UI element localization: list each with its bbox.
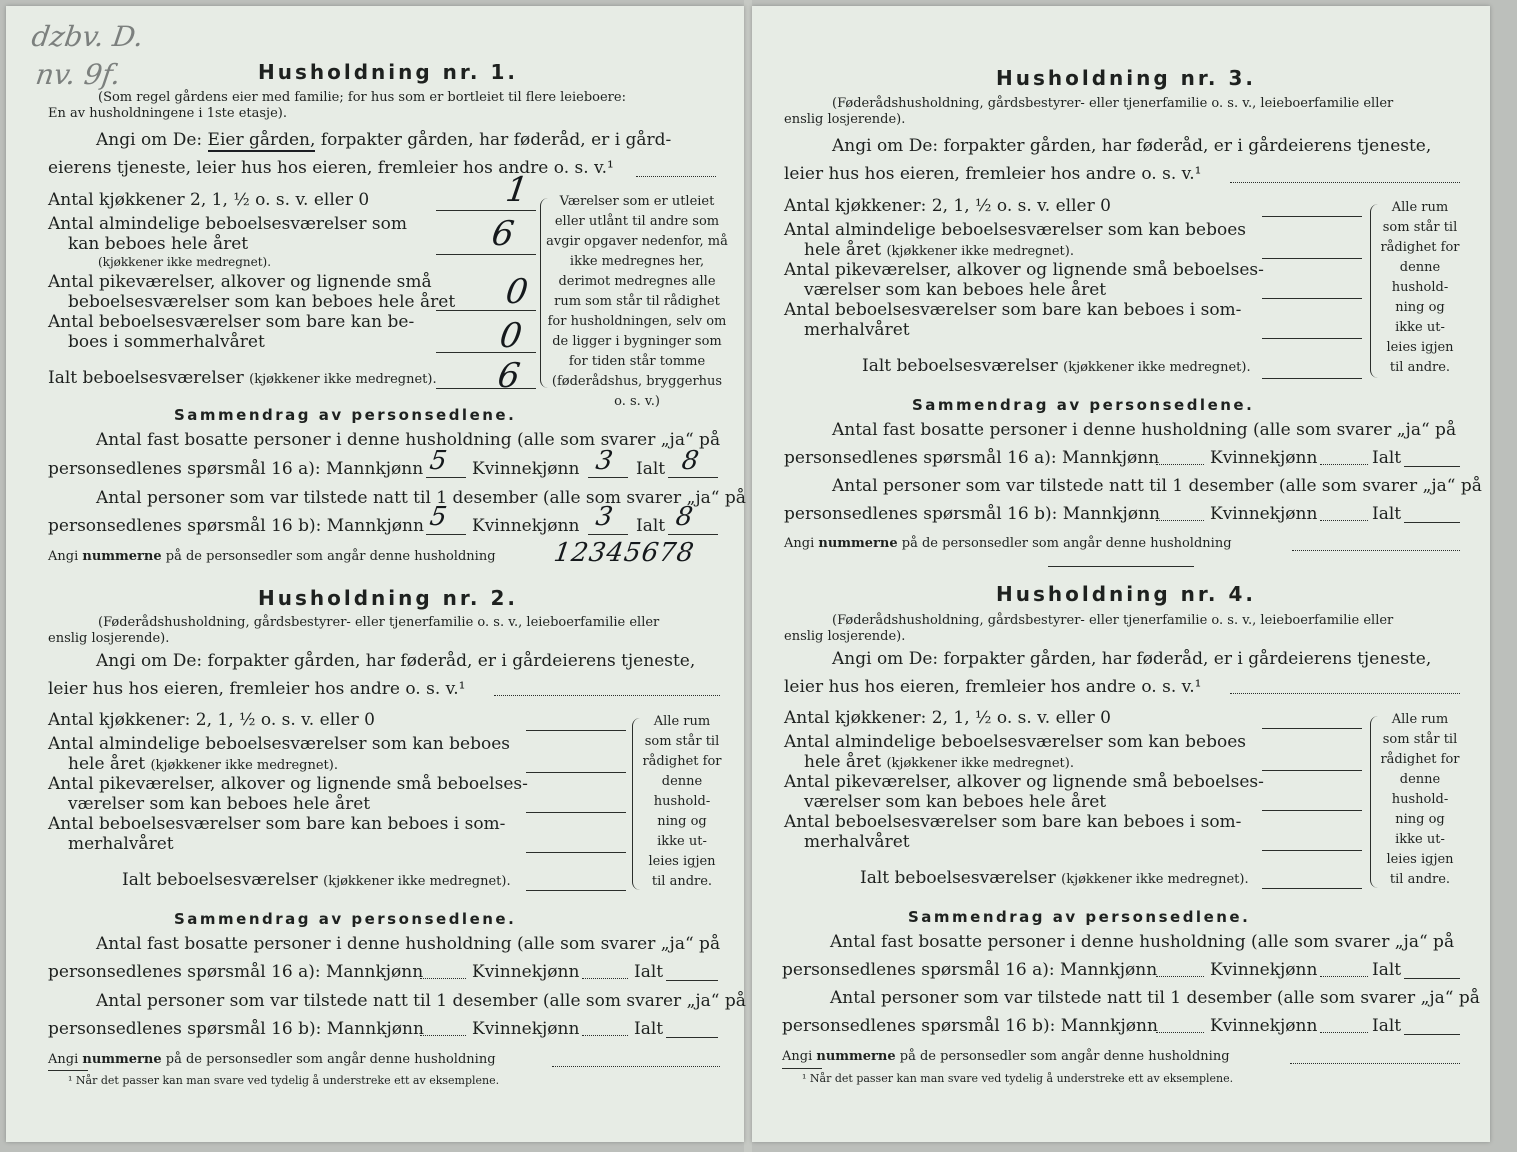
h2-q-rooms-1: Antal almindelige beboelsesværelser som kan beboes	[48, 734, 510, 754]
h3-q-summer-1: Antal beboelsesværelser som bare kan beboes i som-	[784, 300, 1242, 320]
h3-q-rooms-2-note: (kjøkkener ikke medregnet).	[886, 244, 1074, 259]
h4-q-maid-1: Antal pikeværelser, alkover og lignende små beboelses-	[784, 772, 1264, 792]
h1-intro-1: (Som regel gårdens eier med familie; for hus som er bortleiet til flere leieboere:	[98, 90, 626, 105]
h2-q-rooms-2: hele året	[68, 754, 146, 774]
h1-kitchens-line	[436, 210, 536, 211]
h3-nummer-bold: nummerne	[818, 536, 898, 551]
h1-q-rooms-1: Antal almindelige beboelsesværelser som	[48, 214, 407, 234]
h2-brace	[632, 718, 641, 890]
h2-q-summer-1: Antal beboelsesværelser som bare kan beboes i som-	[48, 814, 506, 834]
h3-kvinne-2: Kvinnekjønn	[1210, 504, 1318, 524]
h3-summer-line	[1262, 338, 1362, 339]
h3-kvinne-1: Kvinnekjønn	[1210, 448, 1318, 468]
h2-ialt-2: Ialt	[634, 1019, 664, 1039]
h2-kvinne-1: Kvinnekjønn	[472, 962, 580, 982]
h4-rooms-row	[804, 752, 1074, 772]
h4-total-row	[860, 868, 1249, 888]
h2-intro-2: enslig losjerende).	[48, 631, 170, 646]
h1-summer-line	[436, 352, 536, 353]
h2-sum-title: Sammendrag av personsedlene.	[174, 910, 517, 928]
h1-intro-2: En av husholdningene i 1ste etasje).	[48, 106, 287, 121]
h1-nummer	[48, 549, 496, 564]
margin-note-2: nv. 9f.	[33, 58, 123, 91]
h2-ialt-1: Ialt	[634, 962, 664, 982]
h1-a-i2: 8	[673, 502, 695, 532]
h1-a-nummer: 12345678	[551, 538, 697, 568]
h1-angi-post: forpakter gården, har føderåd, er i gård-	[315, 130, 672, 150]
h2-kvinne-2: Kvinnekjønn	[472, 1019, 580, 1039]
h2-q-rooms-2-note: (kjøkkener ikke medregnet).	[150, 758, 338, 773]
h3-rooms-line	[1262, 258, 1362, 259]
h1-angi-1	[96, 130, 671, 150]
h4-s1a: Antal fast bosatte personer i denne husholdning (alle som svarer „ja“ på	[830, 932, 1455, 952]
h4-kvinne-1: Kvinnekjønn	[1210, 960, 1318, 980]
h1-s1b: personsedlenes spørsmål 16 a): Mannkjønn	[48, 459, 424, 479]
h3-q-total: Ialt beboelsesværelser	[862, 356, 1058, 376]
h1-m1-line	[426, 477, 466, 478]
h1-rooms-line	[436, 254, 536, 255]
h3-s1b: personsedlenes spørsmål 16 a): Mannkjønn	[784, 448, 1160, 468]
h2-total-row	[122, 870, 511, 890]
h1-i1-line	[668, 477, 718, 478]
h2-note: Alle rum som står til rådighet for denne hushold-ning og ikke ut-leies igjen til andre.	[642, 714, 722, 889]
margin-note-1: dzbv. D.	[29, 20, 146, 53]
right-footnote: ¹ Når det passer kan man svare ved tydelig å understreke ett av eksemplene.	[802, 1072, 1234, 1085]
h3-brace	[1370, 204, 1379, 378]
h1-kvinne-2: Kvinnekjønn	[472, 516, 580, 536]
h3-intro-2: enslig losjerende).	[784, 112, 906, 127]
h2-maid-line	[526, 812, 626, 813]
h4-footnote-rule	[782, 1068, 822, 1069]
h4-k2-line	[1320, 1032, 1368, 1033]
h1-a-m1: 5	[427, 446, 449, 476]
h3-q-rooms-2: hele året	[804, 240, 882, 260]
h4-intro-1: (Føderådshusholdning, gårdsbestyrer- eller tjenerfamilie o. s. v., leieboerfamilie eller	[832, 613, 1394, 628]
h3-q-summer-2: merhalvåret	[804, 320, 910, 340]
h2-s1b: personsedlenes spørsmål 16 a): Mannkjønn	[48, 962, 424, 982]
h4-m1-line	[1156, 976, 1204, 977]
h4-total-line	[1262, 888, 1362, 889]
h4-ialt-1: Ialt	[1372, 960, 1402, 980]
h4-q-rooms-1: Antal almindelige beboelsesværelser som kan beboes	[784, 732, 1246, 752]
h3-nummer-post: på de personsedler som angår denne husholdning	[897, 536, 1232, 551]
h2-footnote-rule	[48, 1070, 88, 1071]
h2-rooms-line	[526, 772, 626, 773]
h3-angi-line	[1230, 182, 1460, 183]
h2-s1a: Antal fast bosatte personer i denne husholdning (alle som svarer „ja“ på	[96, 934, 721, 954]
h1-angi-owned: Eier gården,	[207, 130, 316, 150]
h3-total-row	[862, 356, 1251, 376]
h2-q-summer-2: merhalvåret	[68, 834, 174, 854]
h3-k1-line	[1320, 464, 1368, 465]
h3-nummer-pre: Angi	[784, 536, 819, 551]
h1-sum-title: Sammendrag av personsedlene.	[174, 406, 517, 424]
h4-q-summer-1: Antal beboelsesværelser som bare kan beboes i som-	[784, 812, 1242, 832]
h1-a-kitchens: 1	[503, 170, 531, 210]
h4-intro-2: enslig losjerende).	[784, 629, 906, 644]
h3-maid-line	[1262, 298, 1362, 299]
h2-k2-line	[582, 1035, 628, 1036]
h2-i2-line	[666, 1037, 718, 1038]
h3-q-maid-1: Antal pikeværelser, alkover og lignende små beboelses-	[784, 260, 1264, 280]
left-footnote: ¹ Når det passer kan man svare ved tydelig å understreke ett av eksemplene.	[68, 1074, 500, 1087]
h1-nummer-post: på de personsedler som angår denne husholdning	[161, 549, 496, 564]
h4-q-total: Ialt beboelsesværelser	[860, 868, 1056, 888]
h2-angi-2: leier hus hos eieren, fremleier hos andre o. s. v.¹	[48, 679, 466, 699]
h4-nummer-pre: Angi	[782, 1049, 817, 1064]
h1-note: Værelser som er utleiet eller utlånt til andre som avgir opgaver nedenfor, må ikke medregnes her, derimot medregnes alle rum som står til rådighet for husholdningen, selv om de ligger i bygninger som for tiden står tomme (føderådshus, bryggerhus o. s. v.)	[546, 194, 728, 409]
h3-m1-line	[1156, 464, 1204, 465]
h2-nummer-line	[552, 1066, 720, 1067]
h2-nummer-pre: Angi	[48, 1052, 83, 1067]
h3-rooms-row	[804, 240, 1074, 260]
h3-nummer	[784, 536, 1232, 551]
h1-s2a: Antal personer som var tilstede natt til 1 desember (alle som svarer „ja“ på	[96, 488, 746, 508]
h4-q-rooms-2: hele året	[804, 752, 882, 772]
h3-angi-1: Angi om De: forpakter gården, har føderåd, er i gårdeierens tjeneste,	[832, 136, 1432, 156]
h3-sum-title: Sammendrag av personsedlene.	[912, 396, 1255, 414]
h1-total-row	[48, 368, 437, 388]
h4-q-total-note: (kjøkkener ikke medregnet).	[1061, 872, 1249, 887]
h3-q-total-note: (kjøkkener ikke medregnet).	[1063, 360, 1251, 375]
h3-i2-line	[1404, 522, 1460, 523]
h1-a-m2: 5	[427, 502, 449, 532]
h4-s1b: personsedlenes spørsmål 16 a): Mannkjønn	[782, 960, 1158, 980]
h3-q-kitchens: Antal kjøkkener: 2, 1, ½ o. s. v. eller 0	[784, 196, 1111, 216]
h1-q-summer-2: boes i sommerhalvåret	[68, 332, 265, 352]
h3-s2b: personsedlenes spørsmål 16 b): Mannkjønn	[784, 504, 1160, 524]
h3-nummer-line	[1292, 550, 1460, 551]
h1-a-rooms: 6	[489, 214, 517, 254]
h4-q-summer-2: merhalvåret	[804, 832, 910, 852]
h4-m2-line	[1156, 1032, 1204, 1033]
h2-s2b: personsedlenes spørsmål 16 b): Mannkjønn	[48, 1019, 424, 1039]
h1-s2b: personsedlenes spørsmål 16 b): Mannkjønn	[48, 516, 424, 536]
h1-angi-pre: Angi om De:	[96, 130, 208, 150]
right-page	[752, 6, 1490, 1142]
h1-total-line	[436, 388, 536, 389]
h3-k2-line	[1320, 520, 1368, 521]
h2-nummer-bold: nummerne	[82, 1052, 162, 1067]
h1-angi-line	[636, 176, 716, 177]
h1-m2-line	[426, 534, 466, 535]
h2-q-total: Ialt beboelsesværelser	[122, 870, 318, 890]
h4-title: Husholdning nr. 4.	[996, 582, 1256, 606]
h1-a-k2: 3	[593, 502, 615, 532]
h4-s2b: personsedlenes spørsmål 16 b): Mannkjønn	[782, 1016, 1158, 1036]
h3-m2-line	[1156, 520, 1204, 521]
h2-nummer-post: på de personsedler som angår denne husholdning	[161, 1052, 496, 1067]
h1-a-maid: 0	[503, 272, 531, 312]
h2-angi-1: Angi om De: forpakter gården, har føderåd, er i gårdeierens tjeneste,	[96, 651, 696, 671]
h4-nummer	[782, 1049, 1230, 1064]
h4-kvinne-2: Kvinnekjønn	[1210, 1016, 1318, 1036]
h4-sum-title: Sammendrag av personsedlene.	[908, 908, 1251, 926]
h1-nummer-pre: Angi	[48, 549, 83, 564]
h1-i2-line	[668, 534, 718, 535]
page-seam	[744, 0, 752, 1152]
h3-note: Alle rum som står til rådighet for denne hushold-ning og ikke ut-leies igjen til andre.	[1380, 200, 1460, 375]
h1-title: Husholdning nr. 1.	[258, 60, 518, 84]
h2-q-maid-1: Antal pikeværelser, alkover og lignende små beboelses-	[48, 774, 528, 794]
h4-q-maid-2: værelser som kan beboes hele året	[804, 792, 1107, 812]
h3-kitchens-line	[1262, 216, 1362, 217]
h1-q-total-note: (kjøkkener ikke medregnet).	[249, 372, 437, 387]
left-page	[6, 6, 744, 1142]
h2-summer-line	[526, 852, 626, 853]
h1-k1-line	[588, 477, 628, 478]
h1-a-k1: 3	[593, 446, 615, 476]
h1-kvinne-1: Kvinnekjønn	[472, 459, 580, 479]
h4-i2-line	[1404, 1034, 1460, 1035]
h3-ialt-1: Ialt	[1372, 448, 1402, 468]
h1-nummer-bold: nummerne	[82, 549, 162, 564]
h3-intro-1: (Føderådshusholdning, gårdsbestyrer- eller tjenerfamilie o. s. v., leieboerfamilie eller	[832, 96, 1394, 111]
h2-i1-line	[666, 980, 718, 981]
h2-m1-line	[420, 978, 466, 979]
h3-i1-line	[1404, 466, 1460, 467]
h2-intro-1: (Føderådshusholdning, gårdsbestyrer- eller tjenerfamilie o. s. v., leieboerfamilie eller	[98, 615, 660, 630]
h4-i1-line	[1404, 978, 1460, 979]
h3-separator	[1048, 566, 1194, 567]
h3-total-line	[1262, 378, 1362, 379]
h1-s1a: Antal fast bosatte personer i denne husholdning (alle som svarer „ja“ på	[96, 430, 721, 450]
h2-rooms-row	[68, 754, 338, 774]
h4-rooms-line	[1262, 770, 1362, 771]
h2-q-maid-2: værelser som kan beboes hele året	[68, 794, 371, 814]
h4-q-kitchens: Antal kjøkkener: 2, 1, ½ o. s. v. eller 0	[784, 708, 1111, 728]
h2-kitchens-line	[526, 730, 626, 731]
h3-title: Husholdning nr. 3.	[996, 66, 1256, 90]
h1-ialt-2: Ialt	[636, 516, 666, 536]
h4-nummer-bold: nummerne	[816, 1049, 896, 1064]
h1-q-kitchens: Antal kjøkkener 2, 1, ½ o. s. v. eller 0	[48, 190, 370, 210]
h4-ialt-2: Ialt	[1372, 1016, 1402, 1036]
h3-s1a: Antal fast bosatte personer i denne husholdning (alle som svarer „ja“ på	[832, 420, 1457, 440]
h4-nummer-line	[1290, 1063, 1460, 1064]
h4-summer-line	[1262, 850, 1362, 851]
h3-q-maid-2: værelser som kan beboes hele året	[804, 280, 1107, 300]
h4-q-rooms-2-note: (kjøkkener ikke medregnet).	[886, 756, 1074, 771]
h2-angi-line	[494, 695, 720, 696]
h4-note: Alle rum som står til rådighet for denne hushold-ning og ikke ut-leies igjen til andre.	[1380, 712, 1460, 887]
h1-q-maid-1: Antal pikeværelser, alkover og lignende små	[48, 272, 432, 292]
h1-ialt-1: Ialt	[636, 459, 666, 479]
h2-k1-line	[582, 978, 628, 979]
h3-s2a: Antal personer som var tilstede natt til 1 desember (alle som svarer „ja“ på	[832, 476, 1482, 496]
h2-s2a: Antal personer som var tilstede natt til 1 desember (alle som svarer „ja“ på	[96, 991, 746, 1011]
h2-q-kitchens: Antal kjøkkener: 2, 1, ½ o. s. v. eller 0	[48, 710, 375, 730]
h2-title: Husholdning nr. 2.	[258, 586, 518, 610]
h1-a-total: 6	[495, 356, 523, 396]
h4-k1-line	[1320, 976, 1368, 977]
h4-nummer-post: på de personsedler som angår denne husholdning	[895, 1049, 1230, 1064]
h3-q-rooms-1: Antal almindelige beboelsesværelser som kan beboes	[784, 220, 1246, 240]
h1-q-total: Ialt beboelsesværelser	[48, 368, 244, 388]
h4-angi-2: leier hus hos eieren, fremleier hos andre o. s. v.¹	[784, 677, 1202, 697]
h2-total-line	[526, 890, 626, 891]
h4-maid-line	[1262, 810, 1362, 811]
h4-s2a: Antal personer som var tilstede natt til 1 desember (alle som svarer „ja“ på	[830, 988, 1480, 1008]
h1-q-rooms-3: (kjøkkener ikke medregnet).	[98, 255, 272, 269]
h3-ialt-2: Ialt	[1372, 504, 1402, 524]
h2-q-total-note: (kjøkkener ikke medregnet).	[323, 874, 511, 889]
h4-angi-1: Angi om De: forpakter gården, har føderåd, er i gårdeierens tjeneste,	[832, 649, 1432, 669]
h1-q-rooms-2: kan beboes hele året	[68, 234, 249, 254]
h2-m2-line	[420, 1035, 466, 1036]
h3-angi-2: leier hus hos eieren, fremleier hos andre o. s. v.¹	[784, 164, 1202, 184]
h1-q-summer-1: Antal beboelsesværelser som bare kan be-	[48, 312, 415, 332]
h1-a-summer: 0	[497, 316, 525, 356]
h4-brace	[1370, 716, 1379, 888]
h1-q-maid-2: beboelsesværelser som kan beboes hele året	[68, 292, 456, 312]
h4-kitchens-line	[1262, 728, 1362, 729]
h1-angi-2: eierens tjeneste, leier hus hos eieren, fremleier hos andre o. s. v.¹	[48, 158, 614, 178]
h4-angi-line	[1230, 693, 1460, 694]
h1-a-i1: 8	[679, 446, 701, 476]
h1-k2-line	[588, 534, 628, 535]
h2-nummer	[48, 1052, 496, 1067]
